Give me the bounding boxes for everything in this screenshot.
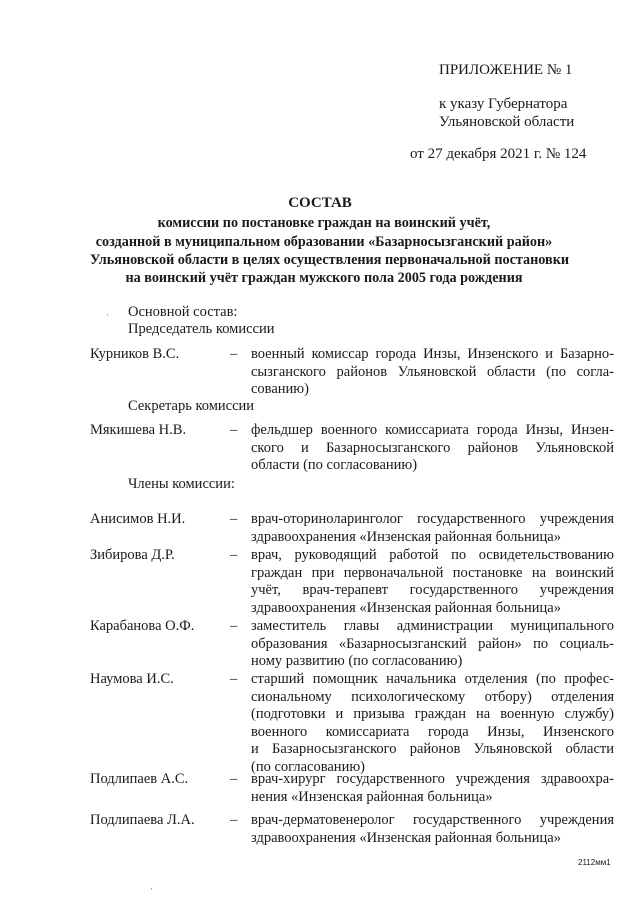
member-dash: – <box>230 812 238 828</box>
appendix-label: ПРИЛОЖЕНИЕ № 1 <box>439 62 573 78</box>
footer-code: 2112мм1 <box>578 858 611 867</box>
member-name: Курников В.С. <box>90 346 180 362</box>
section-members: Члены комиссии: <box>128 476 235 492</box>
member-name: Подлипаев А.С. <box>90 771 189 787</box>
title-line-4: на воинский учёт граждан мужского пола 2005 года рождения <box>125 270 523 286</box>
title-line-3: Ульяновской области в целях осуществления первоначальной постановки <box>90 252 570 268</box>
member-name: Подлипаева Л.А. <box>90 812 195 828</box>
appendix-ref-line2: Ульяновской области <box>439 114 575 130</box>
member-name: Карабанова О.Ф. <box>90 618 195 634</box>
member-dash: – <box>230 771 238 787</box>
appendix-date-line: от 27 декабря 2021 г. № 124 <box>410 146 587 162</box>
member-dash: – <box>230 511 238 527</box>
member-name: Зибирова Д.Р. <box>90 547 175 563</box>
member-role: врач-оториноларинголог государственного учреждения здравоохранения «Инзенская районная больница» <box>251 511 614 545</box>
member-role: фельдшер военного комиссариата города Инзы, Инзен- ского и Базарносызганского районов Ульяновской области (по согласованию) <box>251 422 614 473</box>
member-dash: – <box>230 547 238 563</box>
margin-mark: · <box>106 310 109 320</box>
section-secretary: Секретарь комиссии <box>128 398 255 414</box>
member-dash: – <box>230 618 238 634</box>
member-role: заместитель главы администрации муниципального образования «Базарносызганский район» по социаль- ному развитию (по согласованию) <box>251 618 614 669</box>
appendix-ref-line1: к указу Губернатора <box>439 96 568 112</box>
member-role: врач-дерматовенеролог государственного учреждения здравоохранения «Инзенская районная больница» <box>251 812 614 846</box>
member-role: военный комиссар города Инзы, Инзенского и Базарно- сызганского районов Ульяновской области (по согла- сованию) <box>251 346 614 397</box>
member-dash: – <box>230 671 238 687</box>
document-title: СОСТАВ <box>288 195 352 211</box>
title-line-2: созданной в муниципальном образовании «Базарносызганский район» <box>95 234 553 250</box>
member-dash: – <box>230 422 238 438</box>
member-name: Мякишева Н.В. <box>90 422 187 438</box>
member-name: Анисимов Н.И. <box>90 511 186 527</box>
member-role: врач, руководящий работой по освидетельствованию граждан при первоначальной постановке на воинский учёт, врач-терапевт государственного учреждения здравоохранения «Инзенская районная больница» <box>251 547 614 616</box>
section-chairman: Председатель комиссии <box>128 321 275 337</box>
member-dash: – <box>230 346 238 362</box>
margin-mark: · <box>150 884 153 894</box>
section-main-composition: Основной состав: <box>128 304 238 320</box>
member-role: старший помощник начальника отделения (по профес- сиональному психологическому отбору) отделения (подготовки и призыва граждан на военную службу) военного комиссариата города Инзы, Инзенского и Базарносызганского районов Ульяновской области (по согласованию) <box>251 671 614 775</box>
title-line-1: комиссии по постановке граждан на воинский учёт, <box>157 215 491 231</box>
member-role: врач-хирург государственного учреждения здравоохра- нения «Инзенская районная больница» <box>251 771 614 805</box>
member-name: Наумова И.С. <box>90 671 174 687</box>
